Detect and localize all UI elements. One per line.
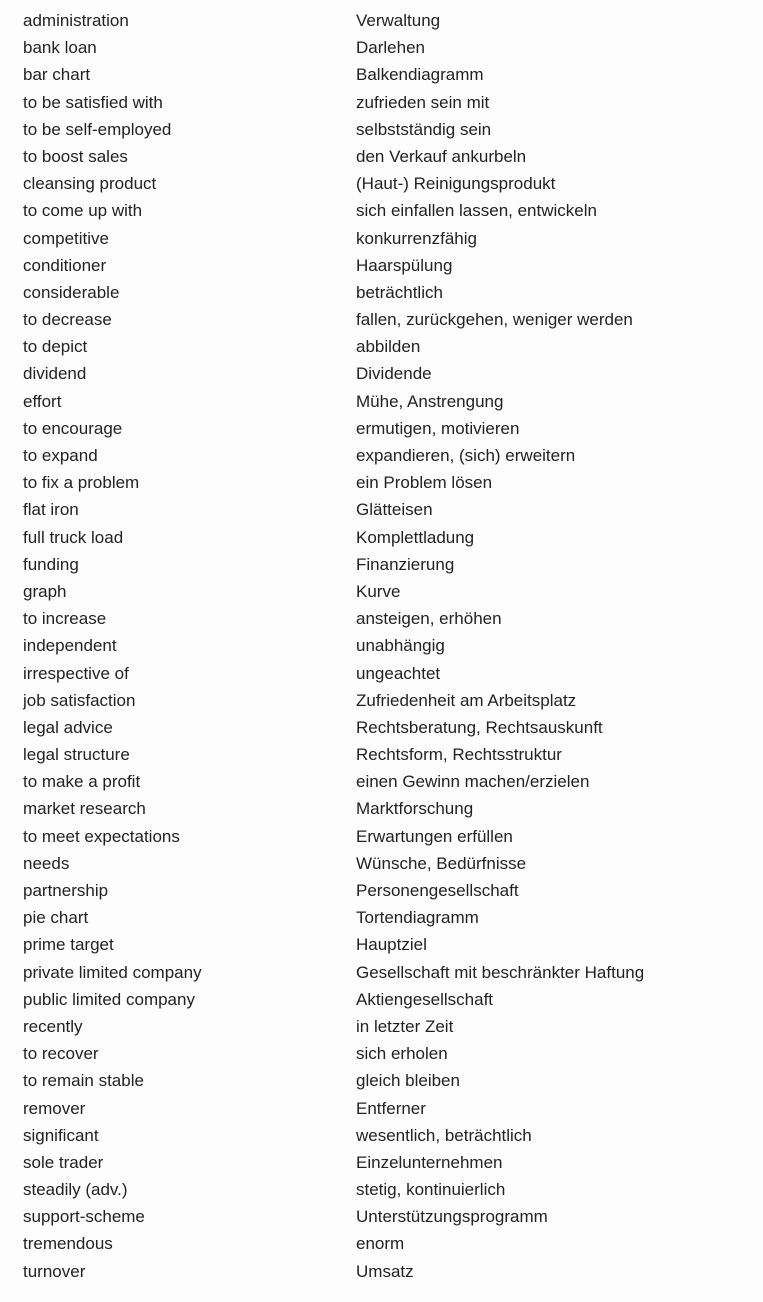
glossary-entry (23, 252, 753, 279)
german-translation: Aktiengesellschaft (356, 989, 494, 1009)
german-translation: ermutigen, motivieren (356, 418, 520, 438)
english-term: support-scheme (23, 1207, 145, 1227)
german-translation: ansteigen, erhöhen (356, 609, 502, 629)
glossary-entry (23, 143, 753, 170)
glossary-entry (23, 469, 753, 496)
german-translation: Tortendiagramm (356, 908, 479, 928)
glossary-entry (23, 279, 753, 306)
glossary-entry (23, 1095, 753, 1122)
english-term: independent (23, 636, 117, 656)
english-term: recently (23, 1016, 83, 1036)
english-term: effort (23, 391, 62, 411)
english-term: legal advice (23, 717, 113, 737)
glossary-entry (23, 7, 753, 34)
german-translation: Unterstützungsprogramm (356, 1207, 548, 1227)
glossary-entry (23, 1040, 753, 1067)
glossary-entry (23, 496, 753, 523)
german-translation: Mühe, Anstrengung (356, 391, 504, 411)
english-term: full truck load (23, 527, 124, 547)
english-term: prime target (23, 935, 114, 955)
german-translation: Umsatz (356, 1261, 414, 1281)
german-translation: Darlehen (356, 38, 425, 58)
english-term: private limited company (23, 962, 202, 982)
german-translation: Gesellschaft mit beschränkter Haftung (356, 962, 645, 982)
glossary-entry (23, 360, 753, 387)
german-translation: Personengesellschaft (356, 881, 519, 900)
german-translation: Zufriedenheit am Arbeitsplatz (356, 690, 577, 710)
glossary-entry (23, 823, 753, 850)
glossary-entry (23, 34, 753, 61)
german-translation: zufrieden sein mit (356, 92, 490, 112)
glossary-entry (23, 1258, 753, 1285)
glossary-entry (23, 714, 753, 741)
english-term: significant (23, 1125, 99, 1145)
english-term: pie chart (23, 908, 89, 928)
german-translation: enorm (356, 1234, 405, 1254)
english-term: cleansing product (23, 174, 157, 194)
german-translation: (Haut-) Reinigungsprodukt (356, 174, 556, 194)
glossary-entry (23, 1203, 753, 1230)
glossary-entry (23, 225, 753, 252)
german-translation: ein Problem lösen (356, 473, 493, 493)
glossary-entry (23, 959, 753, 986)
english-term: bank loan (23, 38, 97, 58)
german-translation: unabhängig (356, 636, 445, 656)
german-translation: gleich bleiben (356, 1071, 460, 1091)
glossary-entry (23, 197, 753, 224)
glossary-entry (23, 89, 753, 116)
glossary-entry (23, 551, 753, 578)
german-translation: abbilden (356, 337, 421, 357)
glossary-entry (23, 524, 753, 551)
glossary-entry (23, 116, 753, 143)
german-translation: Komplettladung (356, 527, 475, 547)
english-term: to come up with (23, 201, 143, 221)
english-term: to meet expectations (23, 826, 180, 846)
german-translation: expandieren, (sich) erweitern (356, 446, 576, 465)
english-term: bar chart (23, 65, 91, 85)
german-translation: Kurve (356, 581, 401, 601)
german-translation: Finanzierung (356, 554, 455, 574)
glossary-entry (23, 1067, 753, 1094)
german-translation: selbstständig sein (356, 119, 492, 139)
english-term: to depict (23, 337, 88, 357)
english-term: legal structure (23, 745, 130, 765)
glossary-list (23, 7, 753, 1285)
german-translation: konkurrenzfähig (356, 228, 477, 248)
glossary-entry (23, 578, 753, 605)
english-term: to remain stable (23, 1071, 144, 1091)
german-translation: sich erholen (356, 1044, 448, 1064)
german-translation: Verwaltung (356, 11, 441, 30)
glossary-entry (23, 660, 753, 687)
english-term: market research (23, 799, 146, 819)
glossary-entry (23, 1149, 753, 1176)
german-translation: Dividende (356, 364, 432, 384)
german-translation: Wünsche, Bedürfnisse (356, 853, 527, 873)
glossary-entry (23, 741, 753, 768)
english-term: considerable (23, 282, 120, 302)
english-term: competitive (23, 228, 109, 248)
glossary-entry (23, 170, 753, 197)
glossary-entry (23, 1013, 753, 1040)
glossary-entry (23, 333, 753, 360)
english-term: steadily (adv.) (23, 1180, 128, 1200)
german-translation: stetig, kontinuierlich (356, 1180, 506, 1200)
glossary-entry (23, 1122, 753, 1149)
german-translation: Marktforschung (356, 799, 474, 819)
glossary-entry (23, 306, 753, 333)
english-term: irrespective of (23, 663, 129, 683)
english-term: public limited company (23, 989, 195, 1009)
english-term: to be self-employed (23, 119, 172, 139)
german-translation: Rechtsberatung, Rechtsauskunft (356, 717, 603, 737)
german-translation: ungeachtet (356, 663, 441, 683)
german-translation: Erwartungen erfüllen (356, 826, 513, 846)
glossary-entry (23, 442, 753, 469)
german-translation: beträchtlich (356, 282, 443, 302)
german-translation: fallen, zurückgehen, weniger werden (356, 310, 633, 330)
glossary-entry (23, 61, 753, 88)
english-term: sole trader (23, 1152, 104, 1172)
glossary-entry (23, 877, 753, 904)
english-term: remover (23, 1098, 86, 1118)
glossary-entry (23, 986, 753, 1013)
english-term: to increase (23, 609, 107, 629)
glossary-entry (23, 605, 753, 632)
german-translation: Einzelunternehmen (356, 1152, 503, 1172)
english-term: job satisfaction (23, 690, 136, 710)
german-translation: Balkendiagramm (356, 65, 484, 85)
english-term: to boost sales (23, 146, 128, 166)
english-term: flat iron (23, 500, 79, 520)
german-translation: sich einfallen lassen, entwickeln (356, 201, 597, 221)
glossary-entry (23, 1230, 753, 1257)
glossary-entry (23, 768, 753, 795)
english-term: needs (23, 853, 70, 873)
german-translation: Entferner (356, 1098, 426, 1118)
german-translation: Rechtsform, Rechtsstruktur (356, 745, 562, 765)
german-translation: einen Gewinn machen/erzielen (356, 772, 590, 792)
glossary-entry (23, 415, 753, 442)
english-term: to recover (23, 1044, 99, 1064)
glossary-entry (23, 931, 753, 958)
german-translation: Haarspülung (356, 255, 453, 275)
glossary-entry (23, 1176, 753, 1203)
german-translation: wesentlich, beträchtlich (356, 1125, 532, 1145)
glossary-entry (23, 388, 753, 415)
glossary-entry (23, 632, 753, 659)
german-translation: Hauptziel (356, 935, 427, 955)
glossary-entry (23, 904, 753, 931)
english-term: to expand (23, 446, 98, 465)
english-term: graph (23, 581, 67, 601)
english-term: partnership (23, 881, 109, 900)
german-translation: in letzter Zeit (356, 1016, 454, 1036)
english-term: tremendous (23, 1234, 113, 1254)
glossary-entry (23, 850, 753, 877)
english-term: administration (23, 11, 129, 30)
english-term: turnover (23, 1261, 86, 1281)
english-term: conditioner (23, 255, 107, 275)
english-term: to be satisfied with (23, 92, 163, 112)
english-term: to decrease (23, 310, 112, 330)
english-term: dividend (23, 364, 87, 384)
english-term: funding (23, 554, 79, 574)
german-translation: den Verkauf ankurbeln (356, 146, 527, 166)
english-term: to make a profit (23, 772, 141, 792)
glossary-entry (23, 687, 753, 714)
glossary-entry (23, 795, 753, 822)
german-translation: Glätteisen (356, 500, 433, 520)
english-term: to fix a problem (23, 473, 140, 493)
english-term: to encourage (23, 418, 123, 438)
